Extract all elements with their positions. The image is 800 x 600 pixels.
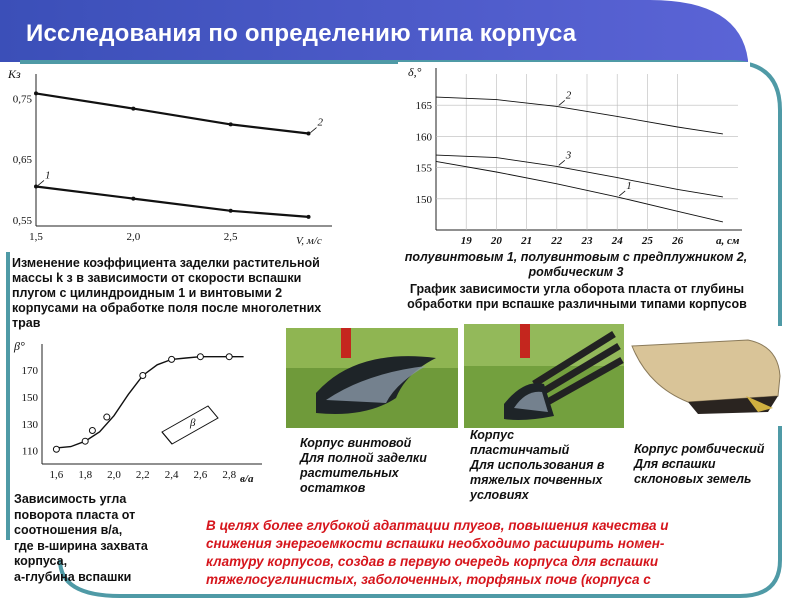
conclusion-line: клатуру корпусов, создав в первую очередь корпуса для вспашки xyxy=(206,554,659,569)
x-tick-label: 24 xyxy=(611,235,623,247)
x-tick-label: 22 xyxy=(551,235,563,247)
y-tick-label: 0,75 xyxy=(12,93,32,106)
caption-plate-body xyxy=(470,428,626,503)
x-tick-label: 19 xyxy=(460,235,472,247)
series-label-leader xyxy=(559,160,565,165)
photo-screw-body xyxy=(286,328,458,428)
data-marker xyxy=(82,438,88,444)
x-tick-label: 26 xyxy=(672,235,684,247)
chart-coverage-coefficient xyxy=(6,66,340,252)
series-line-main xyxy=(56,357,243,448)
chart-2-legend-caption: полувинтовым 1, полувинтовым с предплужником 2, ромбическим 3 xyxy=(404,250,748,279)
chart-3-caption-line: где в-ширина захвата xyxy=(14,538,148,553)
x-axis-label: V, м/с xyxy=(296,235,322,247)
y-tick-label: 130 xyxy=(21,418,38,431)
series-line-2 xyxy=(36,93,309,133)
data-point xyxy=(131,197,135,201)
series-line-1 xyxy=(36,187,309,217)
y-axis-label: β° xyxy=(14,339,25,353)
x-axis-label: а, см xyxy=(716,235,740,247)
photo-plate-body xyxy=(464,324,624,428)
caption-line: склоновых земель xyxy=(634,472,752,486)
y-axis-label: Kз xyxy=(8,67,21,81)
y-tick-label: 165 xyxy=(415,100,432,113)
series-line-3 xyxy=(436,155,723,197)
data-marker xyxy=(89,427,95,433)
caption-line: тяжелых почвенных xyxy=(470,473,603,487)
x-tick-label: 2,2 xyxy=(135,469,150,481)
x-tick-label: 1,8 xyxy=(78,469,93,481)
data-point xyxy=(34,91,38,95)
x-tick-label: 2,0 xyxy=(126,231,141,243)
conclusion-text xyxy=(206,517,776,589)
rhombic-body-image xyxy=(628,326,788,426)
data-point xyxy=(34,184,38,188)
x-tick-label: 2,6 xyxy=(193,469,208,481)
series-label: 3 xyxy=(565,149,572,162)
caption-line: пластинчатый xyxy=(470,443,570,457)
chart-1-caption: Изменение коэффициента заделки растительной массы k з в зависимости от скорости вспашки плугом с цилиндроидным 1 и винтовыми 2 корпусами на обработке поля после многолетних трав xyxy=(12,256,322,330)
caption-line: Для полной заделки xyxy=(300,451,427,465)
slide-title: Исследования по определению типа корпуса xyxy=(26,20,577,47)
caption-line: Корпус ромбический xyxy=(634,442,765,456)
conclusion-line: тяжелосуглинистых, заболоченных, торфяных почв (корпуса с xyxy=(206,572,651,587)
caption-line: Для использования в xyxy=(470,458,605,472)
y-tick-label: 170 xyxy=(21,365,38,378)
chart-3-caption-line: а-глубина вспашки xyxy=(14,569,132,584)
chart-3-caption-line: корпуса, xyxy=(14,554,68,568)
chart-2-svg xyxy=(398,62,750,248)
y-axis-label: δ,° xyxy=(408,65,422,79)
caption-screw-body xyxy=(300,436,450,496)
x-tick-label: 20 xyxy=(490,235,502,247)
caption-line: Корпус xyxy=(470,428,515,442)
data-marker xyxy=(197,354,203,360)
series-label: 1 xyxy=(45,169,51,182)
conclusion-line: снижения энергоемкости вспашки необходимо расширить номен- xyxy=(206,536,665,551)
data-marker xyxy=(140,372,146,378)
data-point xyxy=(229,122,233,126)
x-tick-label: 2,8 xyxy=(222,469,237,481)
y-tick-label: 150 xyxy=(21,391,38,404)
series-label-leader xyxy=(38,180,44,185)
y-tick-label: 155 xyxy=(415,162,432,175)
conclusion-line: В целях более глубокой адаптации плугов, повышения качества и xyxy=(206,518,669,533)
x-tick-label: 25 xyxy=(641,235,653,247)
data-point xyxy=(307,215,311,219)
x-tick-label: 2,5 xyxy=(223,231,238,243)
x-tick-label: 1,6 xyxy=(49,469,64,481)
caption-line: остатков xyxy=(300,481,366,495)
chart-3-svg xyxy=(12,336,274,492)
series-label-leader xyxy=(311,128,317,133)
x-tick-label: 2,4 xyxy=(164,469,179,481)
chart-turn-angle-depth xyxy=(398,62,750,248)
chart-3-caption-line: поворота пласта от xyxy=(14,507,136,522)
chart-3-caption xyxy=(14,492,204,585)
y-tick-label: 160 xyxy=(415,131,432,144)
series-label-leader xyxy=(619,191,625,196)
y-tick-label: 150 xyxy=(415,193,432,206)
screw-body-image xyxy=(286,328,458,428)
caption-line: условиях xyxy=(470,488,529,502)
x-tick-label: 2,0 xyxy=(107,469,121,481)
data-point xyxy=(307,132,311,136)
y-tick-label: 110 xyxy=(21,445,38,458)
series-label-leader xyxy=(559,100,565,105)
data-marker xyxy=(226,354,232,360)
y-tick-label: 0,55 xyxy=(12,214,32,227)
x-axis-label: в/а xyxy=(240,473,254,485)
series-label: 2 xyxy=(317,116,324,129)
series-label: 2 xyxy=(565,89,572,102)
inset-label: β xyxy=(190,417,196,429)
y-tick-label: 0,65 xyxy=(12,154,32,167)
caption-line: Корпус винтовой xyxy=(300,436,412,450)
chart-3-caption-line: соотношения в/а, xyxy=(14,523,123,537)
series-label: 1 xyxy=(626,179,632,192)
plate-body-image xyxy=(464,324,624,428)
caption-rhombic-body xyxy=(634,442,790,487)
data-marker xyxy=(104,414,110,420)
caption-line: растительных xyxy=(300,466,399,480)
data-point xyxy=(229,209,233,213)
photo-rhombic-body xyxy=(628,326,788,426)
x-tick-label: 1,5 xyxy=(29,231,43,243)
data-point xyxy=(131,107,135,111)
x-tick-label: 21 xyxy=(521,235,533,247)
caption-line: Для вспашки xyxy=(634,457,716,471)
chart-3-caption-line: Зависимость угла xyxy=(14,492,127,506)
chart-2-caption: График зависимости угла оборота пласта от глубины обработки при вспашке различными типами корпусов xyxy=(407,282,747,311)
chart-turn-angle-ratio xyxy=(12,336,274,492)
chart-1-svg xyxy=(6,66,340,252)
x-tick-label: 23 xyxy=(581,235,593,247)
series-line-2 xyxy=(436,97,723,134)
data-marker xyxy=(53,446,59,452)
data-marker xyxy=(169,356,175,362)
